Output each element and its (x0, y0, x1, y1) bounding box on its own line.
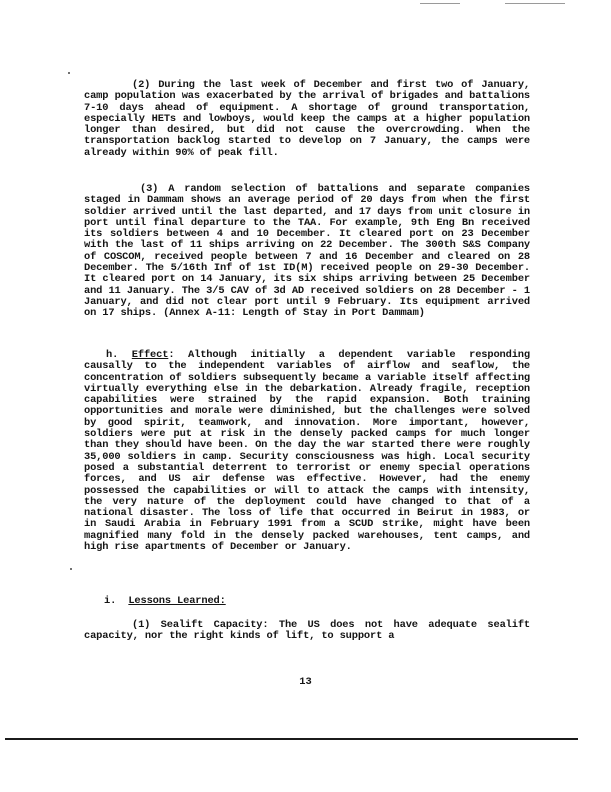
bottom-rule (5, 738, 578, 740)
section-i-label: i. (104, 595, 117, 607)
paragraph-1-sealift: (1) Sealift Capacity: The US does not have adequate sealift capacity, nor the right kinds of lift, to support a (84, 619, 530, 643)
paragraph-2: (2) During the last week of December and first two of January, camp population was exacerbated by the arrival of brigades and battalions 7-10 days ahead of equipment. A shortage of ground transportation, especially HETs and lowboys, would keep the camps at a higher population longer than desired, but did not cause the overcrowding. When the transportation backlog started to develop on 7 January, the camps were already within 90% of peak fill. (84, 79, 530, 159)
section-h-label: h. (106, 349, 119, 361)
scan-artifact-top-mark (505, 3, 565, 4)
paragraph-3: (3) A random selection of battalions and separate companies staged in Dammam shows an average period of 20 days from when the first soldier arrived until the last departed, and 17 days from unit closure in port until final departure to the TAA. For example, 9th Eng Bn received its soldiers between 4 and 10 December. It cleared port on 23 December with the last of 11 ships arriving on 22 December. The 300th S&S Company of COSCOM, received people between 7 and 16 December and cleared on 28 December. The 5/16th Inf of 1st ID(M) received people on 29-30 December. It cleared port on 14 January, its six ships arriving between 25 December and 11 January. The 3/5 CAV of 3d AD received soldiers on 28 December - 1 January, and did not clear port until 9 February. Its equipment arrived on 17 ships. (Annex A-11: Length of Stay in Port Dammam) (84, 183, 530, 320)
scan-speck (68, 72, 70, 74)
section-h (84, 350, 530, 553)
scan-artifact-top-mark (420, 3, 460, 4)
section-i-title: Lessons Learned: (128, 595, 226, 607)
scan-speck (70, 568, 72, 570)
section-h-body: : Although initially a dependent variable responding causally to the independent variables of airflow and seaflow, the concentration of soldiers subsequently became a variable itself affecting virtually everything else in the debarkation. Already fragile, reception capabilities were strained by the rapid expansion. Both training opportunities and morale were diminished, but the challenges were solved by good spirit, teamwork, and innovation. More important, however, soldiers were put at risk in the densely packed camps for much longer than they should have been. On the day the war started there were roughly 35,000 soldiers in camp. Security consciousness was high. Local security posed a substantial deterrent to terrorist or enemy special operations forces, and US air defense was effective. However, had the enemy possessed the capabilities or will to attack the camps with intensity, the very nature of the deployment could have changed to that of a national disaster. The loss of life that occurred in Beirut in 1983, or in Saudi Arabia in February 1991 from a SCUD strike, might have been magnified many fold in the densely packed warehouses, tent camps, and high rise apartments of December or January. (84, 349, 530, 554)
section-i-heading (104, 595, 226, 607)
page-number: 13 (299, 676, 312, 688)
section-h-title: Effect (131, 349, 169, 361)
